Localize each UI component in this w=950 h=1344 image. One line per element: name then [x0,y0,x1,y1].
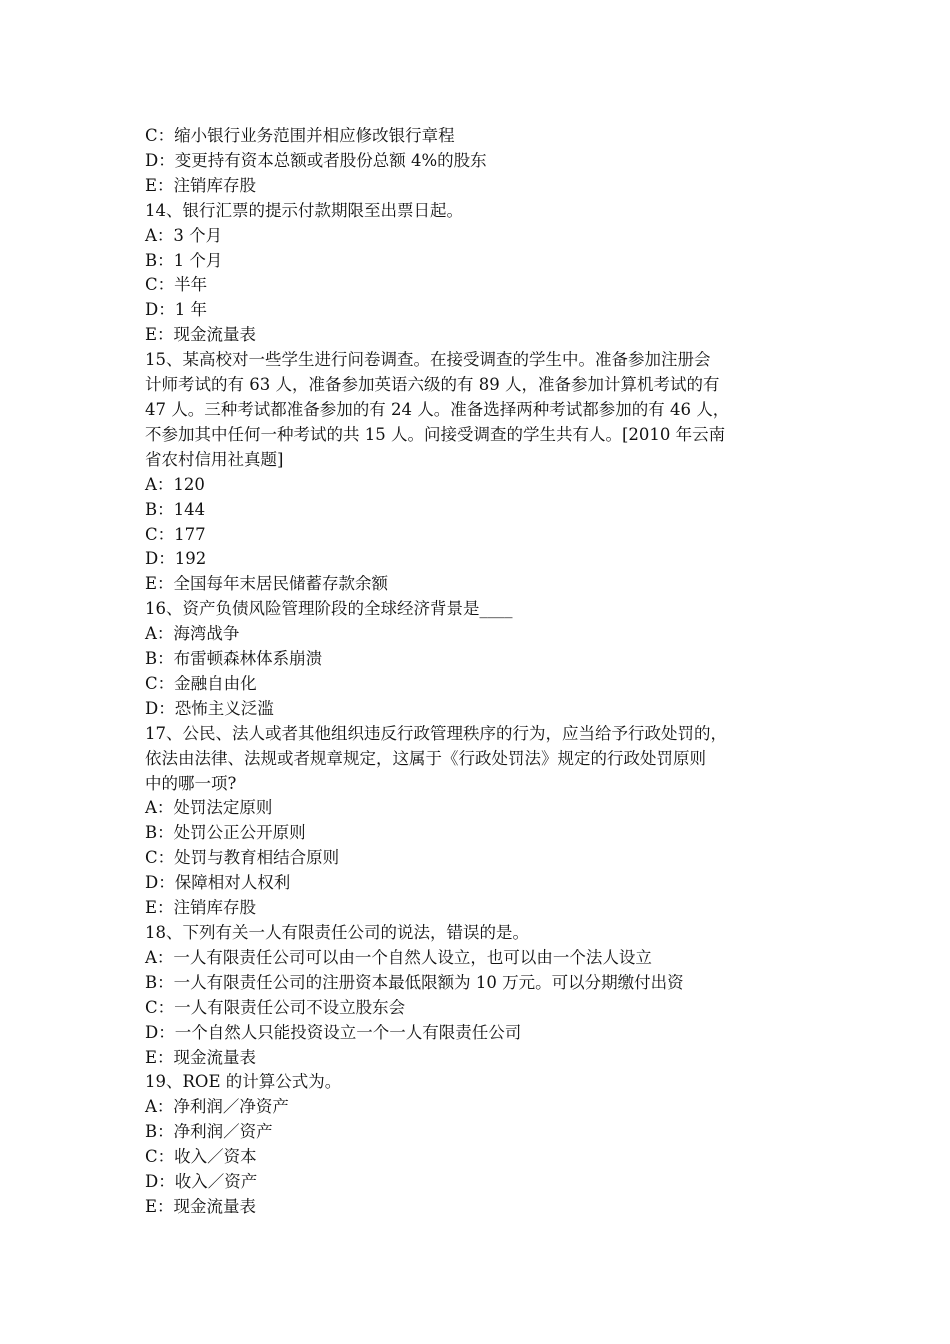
option-line: D：一个自然人只能投资设立一个一人有限责任公司 [145,1022,522,1042]
question-17-cont: 中的哪一项? [145,773,237,793]
document-body [145,124,825,1220]
option-line: E：现金流量表 [145,325,257,345]
option-line: B：处罚公正公开原则 [145,823,306,843]
question-15-cont: 不参加其中任何一种考试的共 15 人。问接受调查的学生共有人。[2010 年云南 [145,424,726,444]
question-14: 14、银行汇票的提示付款期限至出票日起。 [145,200,463,220]
question-19: 19、ROE 的计算公式为。 [145,1072,342,1092]
option-line: C：金融自由化 [145,673,257,693]
question-17-cont: 依法由法律、法规或者规章规定，这属于《行政处罚法》规定的行政处罚原则 [145,748,706,768]
option-line: B：布雷顿森林体系崩溃 [145,649,323,669]
option-line: A：海湾战争 [145,624,240,644]
option-line: C：177 [145,524,206,544]
question-18: 18、下列有关一人有限责任公司的说法，错误的是。 [145,923,529,942]
option-line: A：一人有限责任公司可以由一个自然人设立，也可以由一个法人设立 [145,947,652,967]
option-line: E：注销库存股 [145,898,257,918]
option-line: D：收入／资产 [145,1172,258,1192]
option-line: E：全国每年末居民储蓄存款余额 [145,574,389,594]
option-line: B：净利润／资产 [145,1122,273,1142]
option-line: A：3 个月 [145,225,223,245]
option-line: C：处罚与教育相结合原则 [145,848,340,868]
option-line: C：半年 [145,275,208,295]
option-line: A：120 [145,474,205,494]
option-line: A：净利润／净资产 [145,1097,289,1117]
option-line: C：收入／资本 [145,1147,257,1167]
option-line: B：一人有限责任公司的注册资本最低限额为 10 万元。可以分期缴付出资 [145,972,684,992]
option-line: B：144 [145,499,206,519]
text-line: E：注销库存股 [145,175,257,195]
option-line: D：恐怖主义泛滥 [145,698,274,718]
option-line: D：1 年 [145,300,207,320]
option-line: E：现金流量表 [145,1047,257,1067]
text-line: D：变更持有资本总额或者股份总额 4%的股东 [145,150,487,170]
question-15-cont: 47 人。三种考试都准备参加的有 24 人。准备选择两种考试都参加的有 46 人， [145,399,730,419]
question-17: 17、公民、法人或者其他组织违反行政管理秩序的行为，应当给予行政处罚的， [145,723,727,743]
option-line: B：1 个月 [145,250,223,270]
option-line: A：处罚法定原则 [145,798,273,818]
question-15: 15、某高校对一些学生进行问卷调查。在接受调查的学生中。准备参加注册会 [145,350,711,370]
question-15-cont: 省农村信用社真题] [145,449,284,469]
option-line: D：保障相对人权利 [145,873,291,893]
question-15-cont: 计师考试的有 63 人，准备参加英语六级的有 89 人，准备参加计算机考试的有 [145,375,720,395]
text-line: C：缩小银行业务范围并相应修改银行章程 [145,126,455,145]
option-line: C：一人有限责任公司不设立股东会 [145,997,406,1017]
option-line: D：192 [145,549,207,569]
question-16: 16、资产负债风险管理阶段的全球经济背景是____ [145,599,513,619]
option-line: E：现金流量表 [145,1196,257,1216]
